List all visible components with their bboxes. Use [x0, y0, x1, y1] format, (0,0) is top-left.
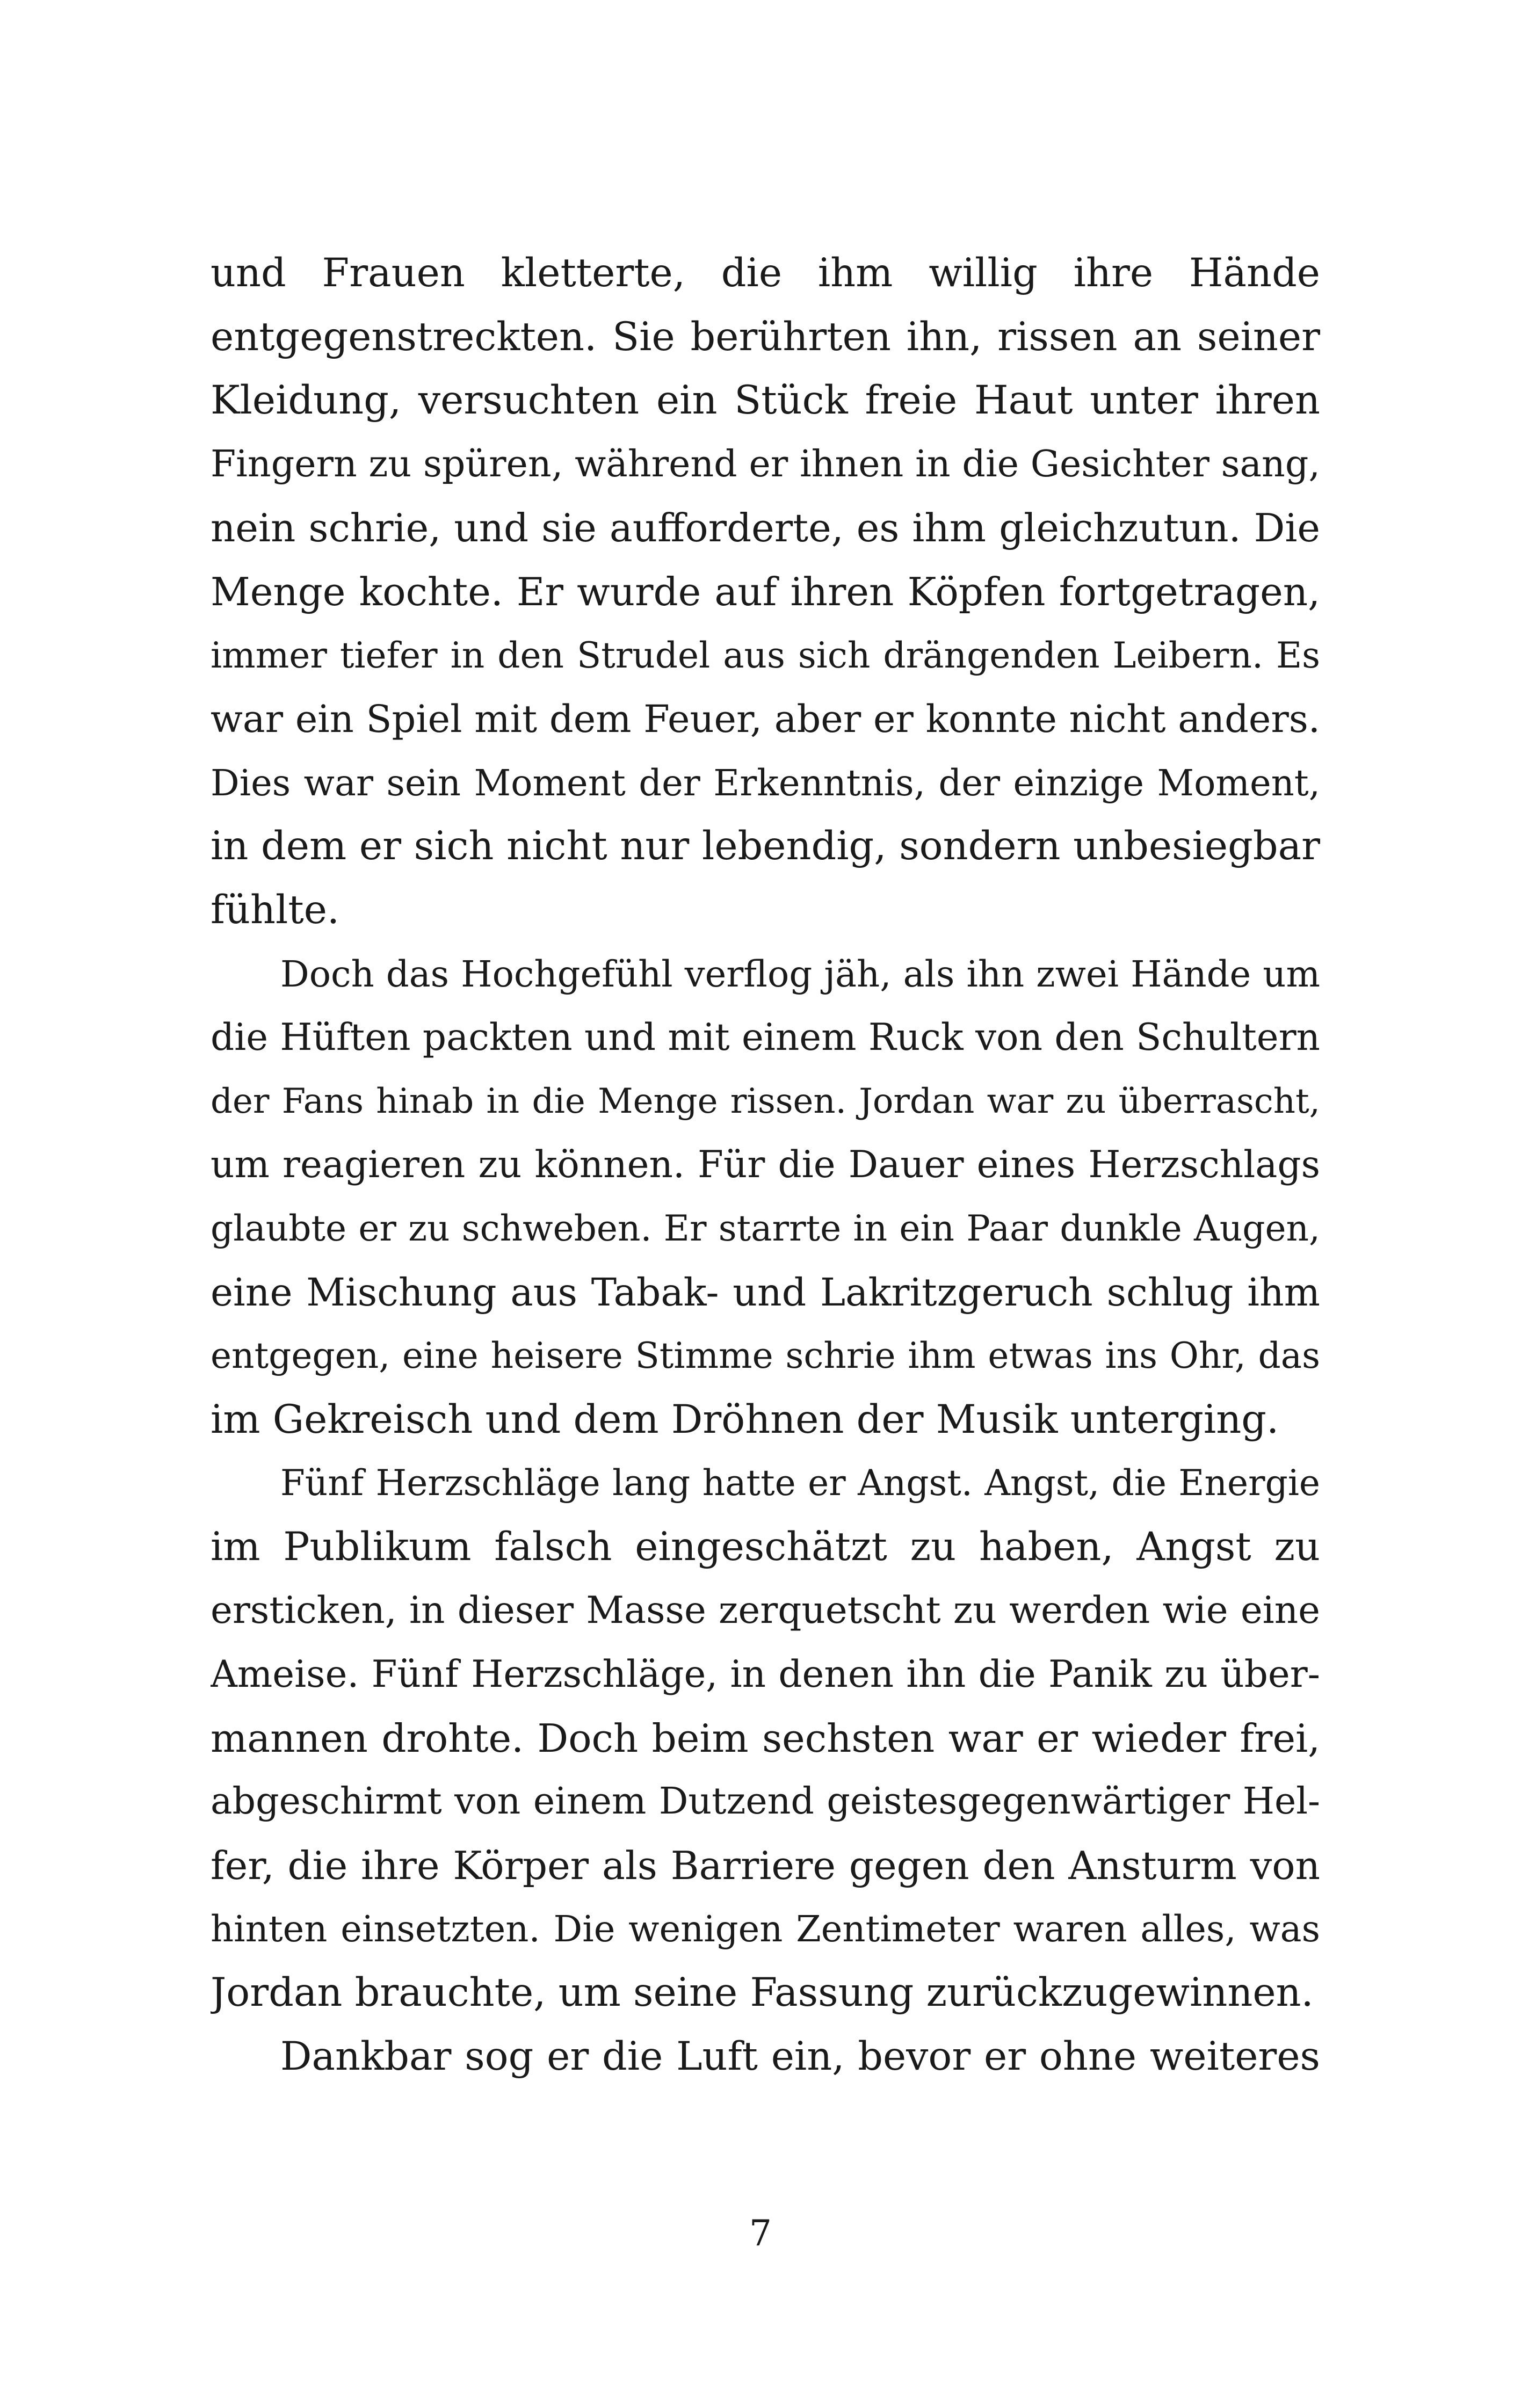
text-line-27: hinten einsetzten. Die wenigen Zentimeter waren alles, was [211, 1908, 1320, 1950]
text-line-29: Dankbar sog er die Luft ein, bevor er ohne weiteres [280, 2033, 1320, 2079]
text-line-17: eine Mischung aus Tabak- und Lakritzgeruch schlug ihm [211, 1270, 1320, 1315]
text-line-18: entgegen, eine heisere Stimme schrie ihm etwas ins Ohr, das [211, 1335, 1320, 1377]
text-line-12: Doch das Hochgefühl verflog jäh, als ihn zwei Hände um [280, 953, 1320, 995]
text-line-19: im Gekreisch und dem Dröhnen der Musik unterging. [211, 1396, 1279, 1442]
text-line-24: mannen drohte. Doch beim sechsten war er wieder frei, [211, 1715, 1320, 1761]
text-line-20: Fünf Herzschläge lang hatte er Angst. Angst, die Energie [280, 1462, 1320, 1504]
text-line-4: Fingern zu spüren, während er ihnen in die Gesichter sang, [211, 443, 1320, 485]
text-line-25: abgeschirmt von einem Dutzend geistesgegenwärtiger Hel- [211, 1780, 1320, 1823]
text-line-5: nein schrie, und sie aufforderte, es ihm gleichzutun. Die [211, 505, 1320, 551]
text-line-16: glaubte er zu schweben. Er starrte in ein Paar dunkle Augen, [211, 1207, 1320, 1249]
text-line-2: entgegenstreckten. Sie berührten ihn, rissen an seiner [211, 314, 1320, 360]
body-text [211, 242, 1320, 2088]
text-line-28: Jordan brauchte, um seine Fassung zurückzugewinnen. [211, 1970, 1314, 2016]
text-line-11: fühlte. [211, 887, 340, 933]
text-line-14: der Fans hinab in die Menge rissen. Jordan war zu überrascht, [211, 1081, 1320, 1121]
text-line-13: die Hüften packten und mit einem Ruck von den Schultern [211, 1016, 1320, 1060]
text-line-8: war ein Spiel mit dem Feuer, aber er konnte nicht anders. [211, 697, 1320, 742]
text-line-7: immer tiefer in den Strudel aus sich drängenden Leibern. Es [211, 634, 1320, 676]
text-line-3: Kleidung, versuchten ein Stück freie Haut unter ihren [211, 378, 1320, 424]
text-line-6: Menge kochte. Er wurde auf ihren Köpfen fortgetragen, [211, 569, 1320, 614]
text-line-9: Dies war sein Moment der Erkenntnis, der einzige Moment, [211, 761, 1320, 804]
text-line-21: im Publikum falsch eingeschätzt zu haben, Angst zu [211, 1524, 1320, 1570]
text-line-22: ersticken, in dieser Masse zerquetscht zu werden wie eine [211, 1589, 1320, 1633]
text-line-26: fer, die ihre Körper als Barriere gegen den Ansturm von [211, 1843, 1320, 1888]
page-number: 7 [749, 2213, 772, 2254]
text-line-15: um reagieren zu können. Für die Dauer eines Herzschlags [211, 1143, 1320, 1187]
text-line-23: Ameise. Fünf Herzschläge, in denen ihn die Panik zu über- [211, 1653, 1320, 1696]
text-line-10: in dem er sich nicht nur lebendig, sondern unbesiegbar [211, 823, 1320, 869]
text-line-1: und Frauen kletterte, die ihm willig ihre Hände [211, 250, 1320, 296]
